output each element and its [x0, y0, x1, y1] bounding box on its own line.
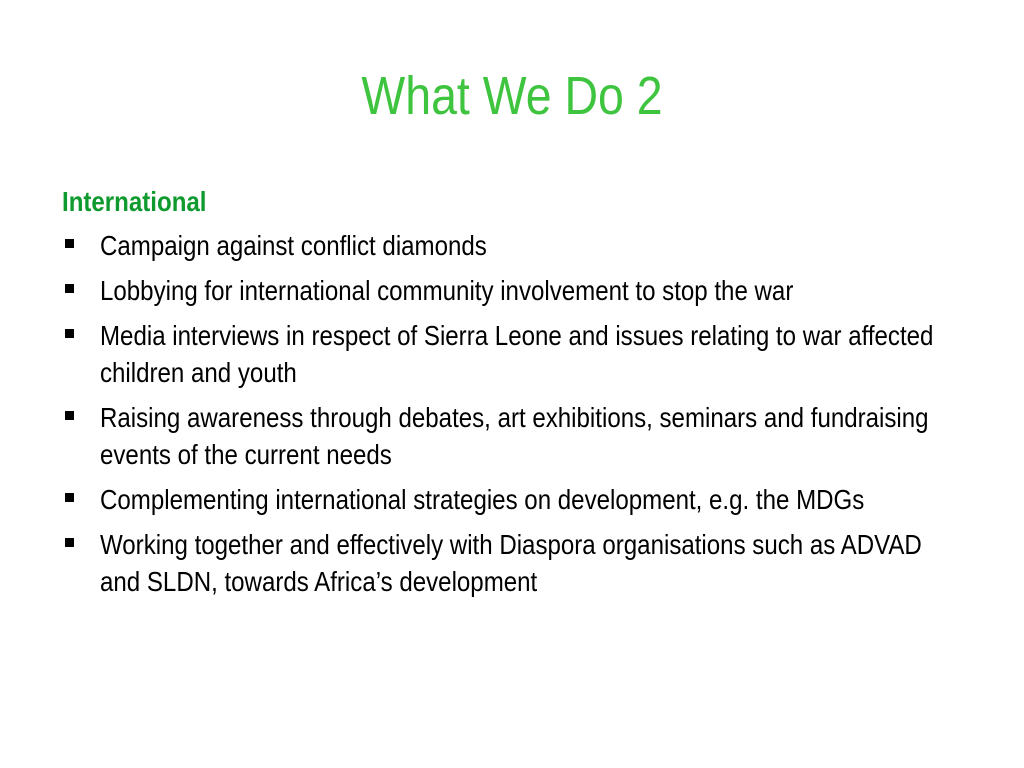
- square-bullet-icon: [65, 538, 74, 547]
- bullet-text: Media interviews in respect of Sierra Leone and issues relating to war affected children and youth: [100, 320, 934, 388]
- square-bullet-icon: [65, 411, 74, 420]
- square-bullet-icon: [65, 284, 74, 293]
- bullet-text: Campaign against conflict diamonds: [100, 230, 487, 261]
- bullet-text: Lobbying for international community involvement to stop the war: [100, 275, 794, 306]
- section-heading: International: [62, 186, 207, 217]
- list-item: [62, 481, 992, 518]
- bullet-text: Working together and effectively with Diaspora organisations such as ADVAD and SLDN, towards Africa’s development: [100, 529, 922, 597]
- slide-title: What We Do 2: [361, 66, 663, 126]
- list-item: [62, 399, 992, 473]
- bullet-text: Complementing international strategies on development, e.g. the MDGs: [100, 484, 865, 515]
- list-item: [62, 526, 992, 600]
- slide-content: [62, 183, 992, 608]
- bullet-list: [62, 227, 992, 600]
- square-bullet-icon: [65, 493, 74, 502]
- square-bullet-icon: [65, 329, 74, 338]
- list-item: [62, 227, 992, 264]
- list-item: [62, 317, 992, 391]
- bullet-text: Raising awareness through debates, art exhibitions, seminars and fundraising events of the current needs: [100, 402, 929, 470]
- list-item: [62, 272, 992, 309]
- square-bullet-icon: [65, 239, 74, 248]
